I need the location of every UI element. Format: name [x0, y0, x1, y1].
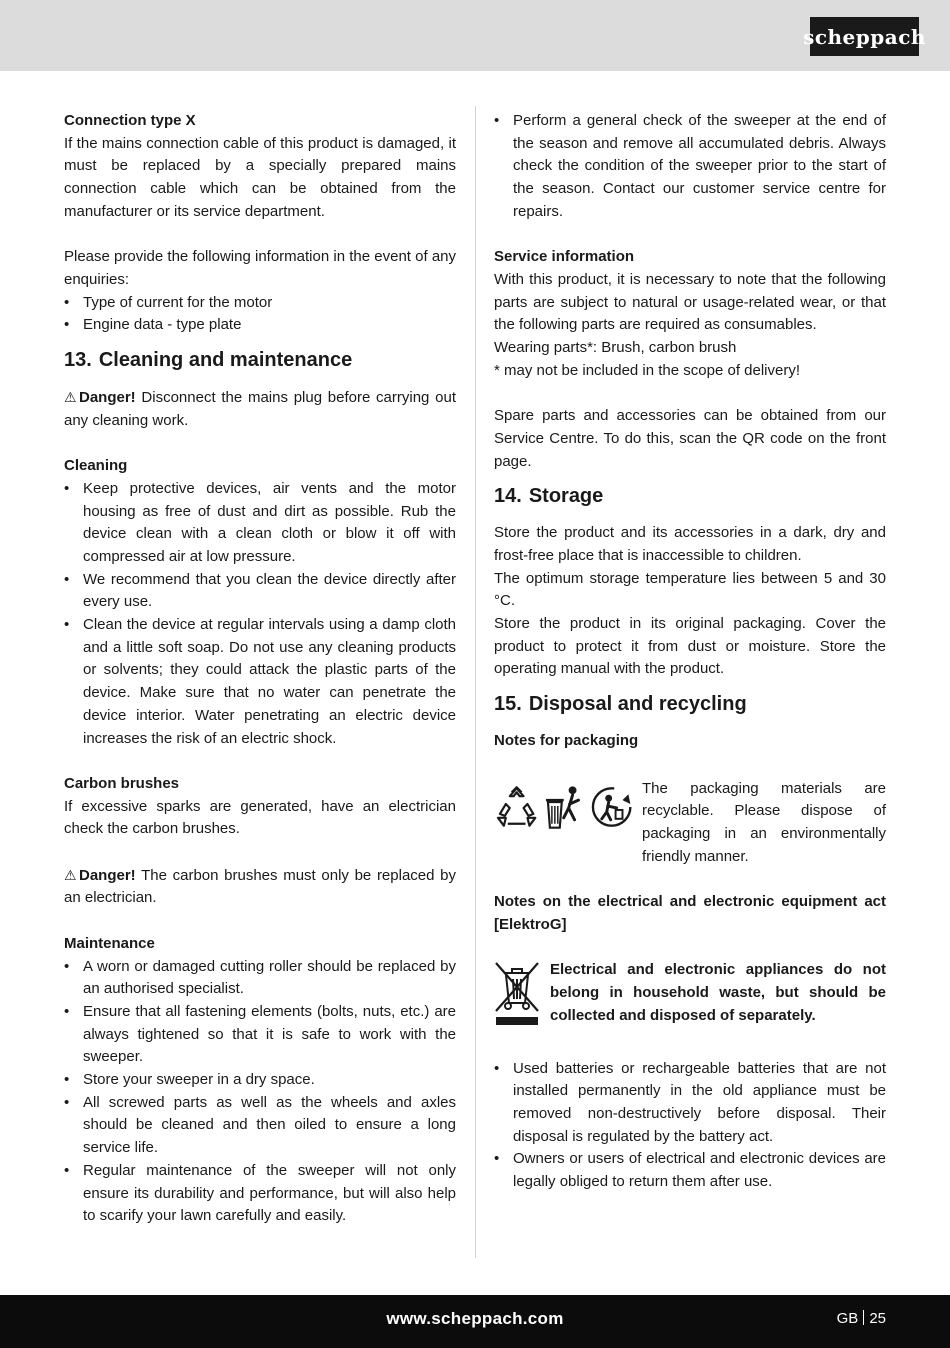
- cleaning-heading: Cleaning: [64, 457, 128, 475]
- storage-text: Store the product and its accessories in a dark, dry and frost-free place that is inaccessible to children.: [494, 524, 886, 564]
- warning-triangle-icon: ⚠: [64, 866, 77, 883]
- list-item: • Regular maintenance of the sweeper will not only ensure its durability and performance, but will also help to scarify your lawn carefully and easily.: [64, 1160, 456, 1228]
- section-number: 14.: [494, 485, 522, 508]
- right-column: [494, 110, 886, 1194]
- website-url: www.scheppach.com: [386, 1309, 564, 1328]
- section-number: 13.: [64, 349, 92, 372]
- language-code: GB: [836, 1310, 859, 1327]
- danger-label: Danger!: [79, 389, 136, 407]
- column-divider: [475, 106, 476, 1258]
- header-bar: [0, 0, 950, 71]
- weee-block: [494, 959, 886, 1035]
- list-item: • Ensure that all fastening elements (bolts, nuts, etc.) are always tightened so that it is safe to work with the sweeper.: [64, 1001, 456, 1069]
- maintenance-list: [64, 956, 456, 1228]
- recycling-person-icon: [589, 784, 634, 830]
- packaging-icons: [494, 778, 634, 834]
- page-indicator: [837, 1295, 886, 1343]
- danger-text: Disconnect the mains plug before carrying out any cleaning work.: [64, 389, 456, 429]
- section-13-heading: [64, 347, 456, 373]
- list-item: • Owners or users of electrical and electronic devices are legally obliged to return them after use.: [494, 1148, 886, 1193]
- danger-label: Danger!: [79, 866, 136, 884]
- service-info-heading: Service information: [494, 248, 635, 266]
- carbon-brushes-text: If excessive sparks are generated, have an electrician check the carbon brushes.: [64, 797, 456, 838]
- section-14-heading: [494, 483, 886, 509]
- carbon-brushes-heading: Carbon brushes: [64, 774, 180, 792]
- brand-logo: scheppach: [810, 17, 919, 56]
- page-number: 25: [869, 1310, 886, 1327]
- enquiry-text: Please provide the following information in the event of any enquiries:: [64, 248, 456, 288]
- enquiry-list: [64, 292, 456, 337]
- weee-text: Electrical and electronic appliances do not belong in household waste, but should be collected and disposed of separately.: [550, 961, 886, 1024]
- packaging-notes-heading: Notes for packaging: [494, 732, 639, 750]
- scope-note: * may not be included in the scope of delivery!: [494, 361, 801, 379]
- storage-temperature-text: The optimum storage temperature lies between 5 and 30 °C.: [494, 569, 886, 610]
- list-item: • Store your sweeper in a dry space.: [64, 1069, 456, 1092]
- connection-type-text: If the mains connection cable of this product is damaged, it must be replaced by a specially prepared mains connection cable which can be obtained from the manufacturer or its service department.: [64, 134, 456, 220]
- spare-parts-text: Spare parts and accessories can be obtained from our Service Centre. To do this, scan the QR code on the front page.: [494, 407, 886, 470]
- list-item: • A worn or damaged cutting roller should be replaced by an authorised specialist.: [64, 956, 456, 1001]
- connection-type-heading: Connection type X: [64, 112, 196, 129]
- check-list: [494, 110, 886, 224]
- recycle-icon: [494, 784, 539, 830]
- list-item: • Perform a general check of the sweeper at the end of the season and remove all accumulated debris. Always check the condition of the sweeper prior to the start of the season. Contact our customer service centre for repairs.: [494, 110, 886, 224]
- disposal-list: [494, 1058, 886, 1194]
- list-item: • All screwed parts as well as the wheels and axles should be cleaned and then oiled to ensure a long service life.: [64, 1092, 456, 1160]
- section-title: Storage: [528, 485, 604, 508]
- cleaning-list: [64, 478, 456, 750]
- list-item: • Clean the device at regular intervals using a damp cloth and a little soft soap. Do not use any cleaning products or solvents; they could attack the plastic parts of the device. Make sure that no water can penetrate the device interior. Water penetrating an electric device increases the risk of an electric shock.: [64, 614, 456, 750]
- waste-bin-icon: [545, 784, 582, 830]
- maintenance-heading: Maintenance: [64, 934, 155, 952]
- left-column: [64, 110, 456, 1228]
- danger-note: [64, 386, 456, 432]
- list-item: • Type of current for the motor: [64, 292, 456, 315]
- crossed-out-bin-icon: [494, 961, 540, 1027]
- section-15-heading: [494, 691, 886, 717]
- danger-note: [64, 864, 456, 910]
- wearing-parts-text: Wearing parts*: Brush, carbon brush: [494, 339, 737, 357]
- list-item: • Engine data - type plate: [64, 314, 456, 337]
- danger-text: The carbon brushes must only be replaced by an electrician.: [64, 866, 456, 907]
- service-info-text: With this product, it is necessary to note that the following parts are subject to natural or usage-related wear, or that the following parts are required as consumables.: [494, 270, 886, 334]
- warning-triangle-icon: ⚠: [64, 389, 77, 406]
- packaging-block: [494, 778, 886, 869]
- section-title: Cleaning and maintenance: [98, 349, 353, 372]
- list-item: • We recommend that you clean the device directly after every use.: [64, 569, 456, 614]
- packaging-text: The packaging materials are recyclable. Please dispose of packaging in an environmentally friendly manner.: [642, 779, 886, 865]
- list-item: • Used batteries or rechargeable batteries that are not installed permanently in the old appliance must be removed non-destructively before disposal. Their disposal is regulated by the battery act.: [494, 1058, 886, 1149]
- section-title: Disposal and recycling: [528, 693, 747, 716]
- footer-bar: [0, 1295, 950, 1348]
- list-item: • Keep protective devices, air vents and the motor housing as free of dust and dirt as possible. Rub the device clean with a clean cloth or blow it off with compressed air at low pressure.: [64, 478, 456, 569]
- storage-packaging-text: Store the product in its original packaging. Cover the product to protect it from dust or moisture. Store the operating manual with the product.: [494, 615, 886, 678]
- section-number: 15.: [494, 693, 522, 716]
- elektrog-heading: Notes on the electrical and electronic equipment act [ElektroG]: [494, 893, 886, 933]
- divider-bar: [863, 1310, 864, 1325]
